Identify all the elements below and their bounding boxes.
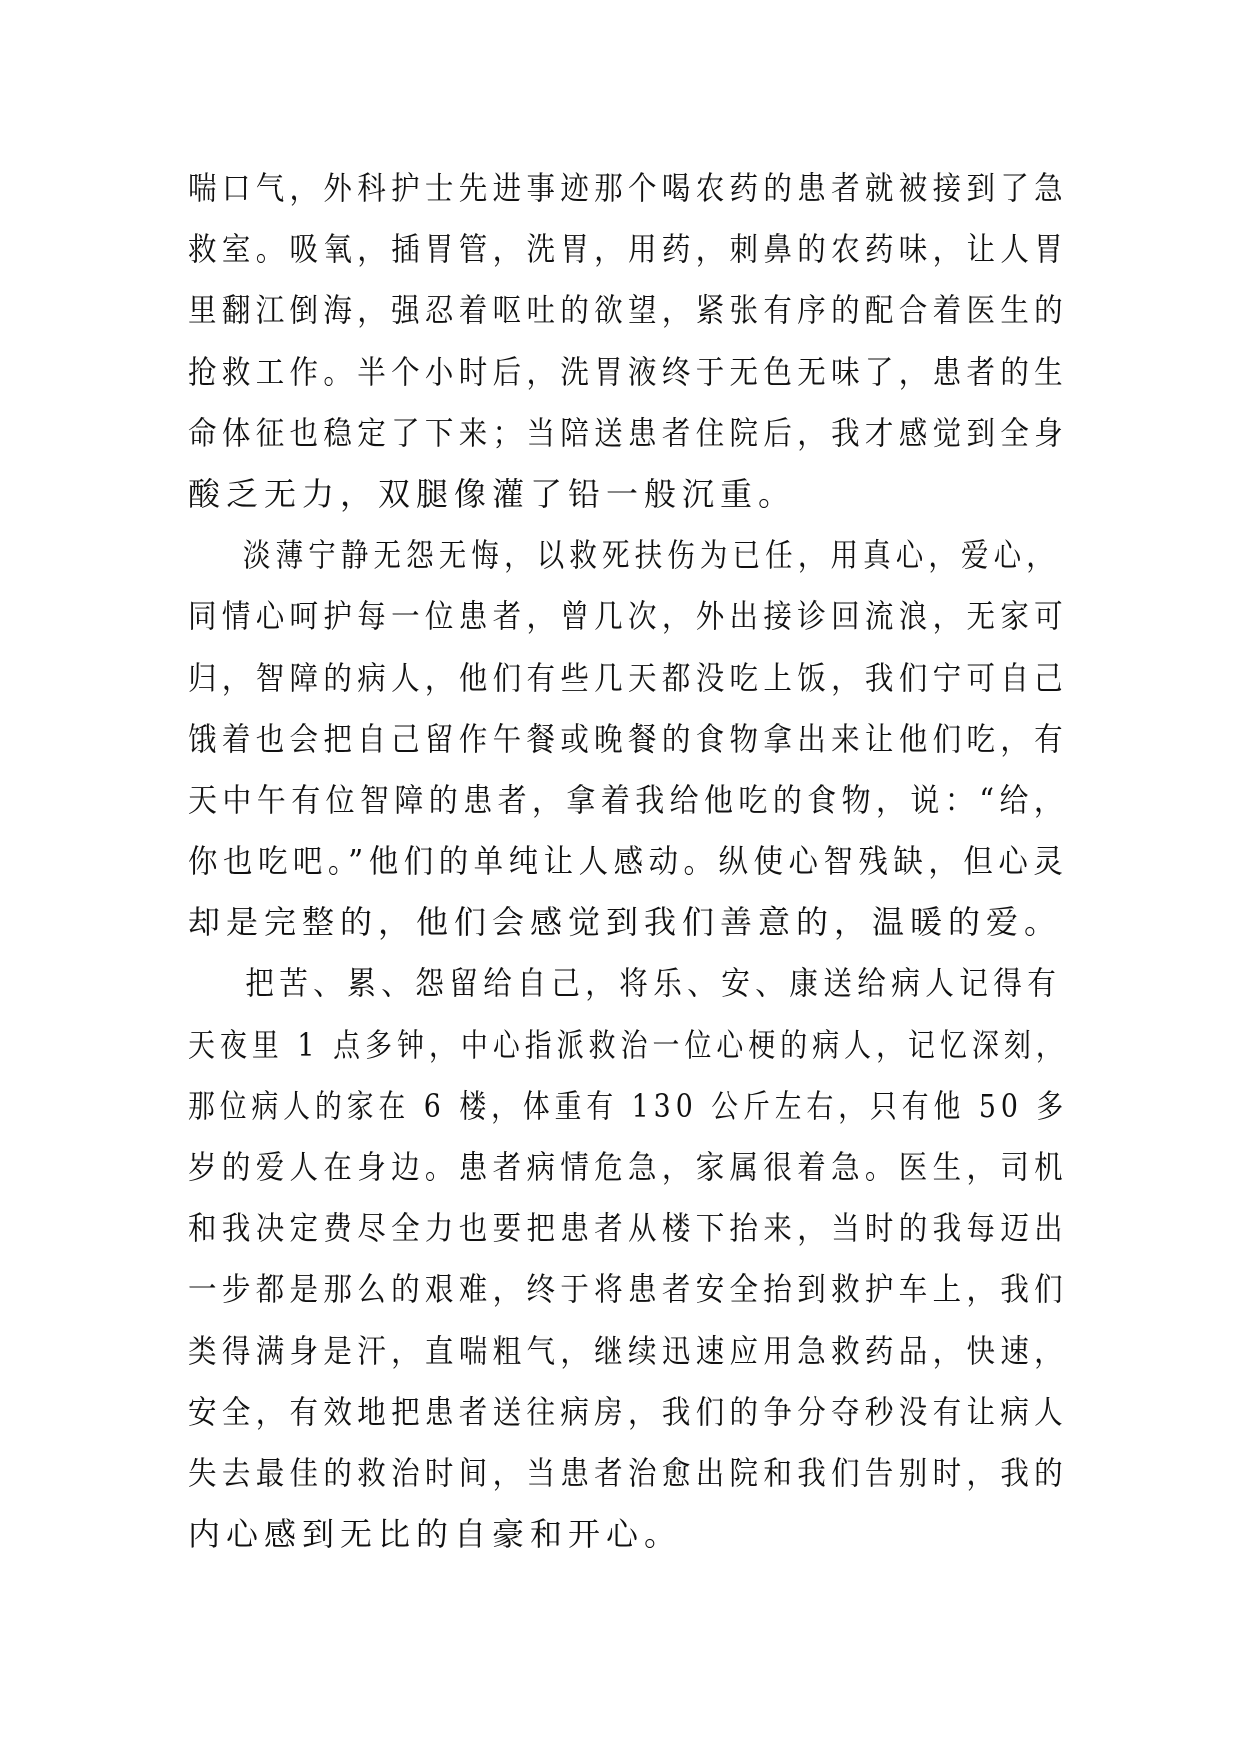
text-line: 那位病人的家在 6 楼，体重有 130 公斤左右，只有他 50 多 — [188, 1086, 1069, 1125]
text-line: 却是完整的，他们会感觉到我们善意的，温暖的爱。 — [188, 903, 1063, 942]
text-line: 和我决定费尽全力也要把患者从楼下抬来，当时的我每迈出 — [188, 1209, 1069, 1248]
text-line: 归，智障的病人，他们有些几天都没吃上饭，我们宁可自己 — [188, 658, 1069, 697]
text-line: 岁的爱人在身边。患者病情危急，家属很着急。医生，司机 — [188, 1148, 1069, 1186]
text-line: 救室。吸氧，插胃管，洗胃，用药，刺鼻的农药味，让人胃 — [188, 230, 1069, 269]
body-text — [188, 158, 1068, 1565]
text-line: 失去最佳的救治时间，当患者治愈出院和我们告别时，我的 — [188, 1453, 1069, 1492]
text-line: 内心感到无比的自豪和开心。 — [188, 1515, 683, 1554]
text-line: 酸乏无力，双腿像灌了铅一般沉重。 — [188, 474, 797, 513]
text-line: 一步都是那么的艰难，终于将患者安全抬到救护车上，我们 — [188, 1270, 1069, 1309]
text-line: 你也吃吧。”他们的单纯让人感动。纵使心智残缺，但心灵 — [188, 842, 1069, 881]
text-line: 淡薄宁静无怨无悔，以救死扶伤为已任，用真心，爱心， — [242, 536, 1059, 575]
text-line: 天中午有位智障的患者，拿着我给他吃的食物，说：“给， — [188, 780, 1069, 819]
text-line: 里翻江倒海，强忍着呕吐的欲望，紧张有序的配合着医生的 — [188, 291, 1069, 330]
text-line: 安全，有效地把患者送往病房，我们的争分夺秒没有让病人 — [188, 1392, 1069, 1431]
text-line: 饿着也会把自己留作午餐或晚餐的食物拿出来让他们吃，有 — [188, 719, 1069, 758]
text-line: 天夜里 1 点多钟，中心指派救治一位心梗的病人，记忆深刻， — [188, 1025, 1068, 1064]
paragraph-2 — [188, 525, 1068, 953]
text-line: 类得满身是汗，直喘粗气，继续迅速应用急救药品，快速， — [188, 1331, 1069, 1370]
paragraph-1 — [188, 158, 1068, 525]
paragraph-3 — [188, 953, 1068, 1565]
text-line: 同情心呵护每一位患者，曾几次，外出接诊回流浪，无家可 — [188, 597, 1069, 636]
text-line: 抢救工作。半个小时后，洗胃液终于无色无味了，患者的生 — [188, 352, 1069, 391]
text-line: 把苦、累、怨留给自己，将乐、安、康送给病人记得有 — [245, 964, 1062, 1003]
text-line: 命体征也稳定了下来；当陪送患者住院后，我才感觉到全身 — [188, 413, 1069, 452]
text-line: 喘口气，外科护士先进事迹那个喝农药的患者就被接到了急 — [188, 169, 1069, 207]
